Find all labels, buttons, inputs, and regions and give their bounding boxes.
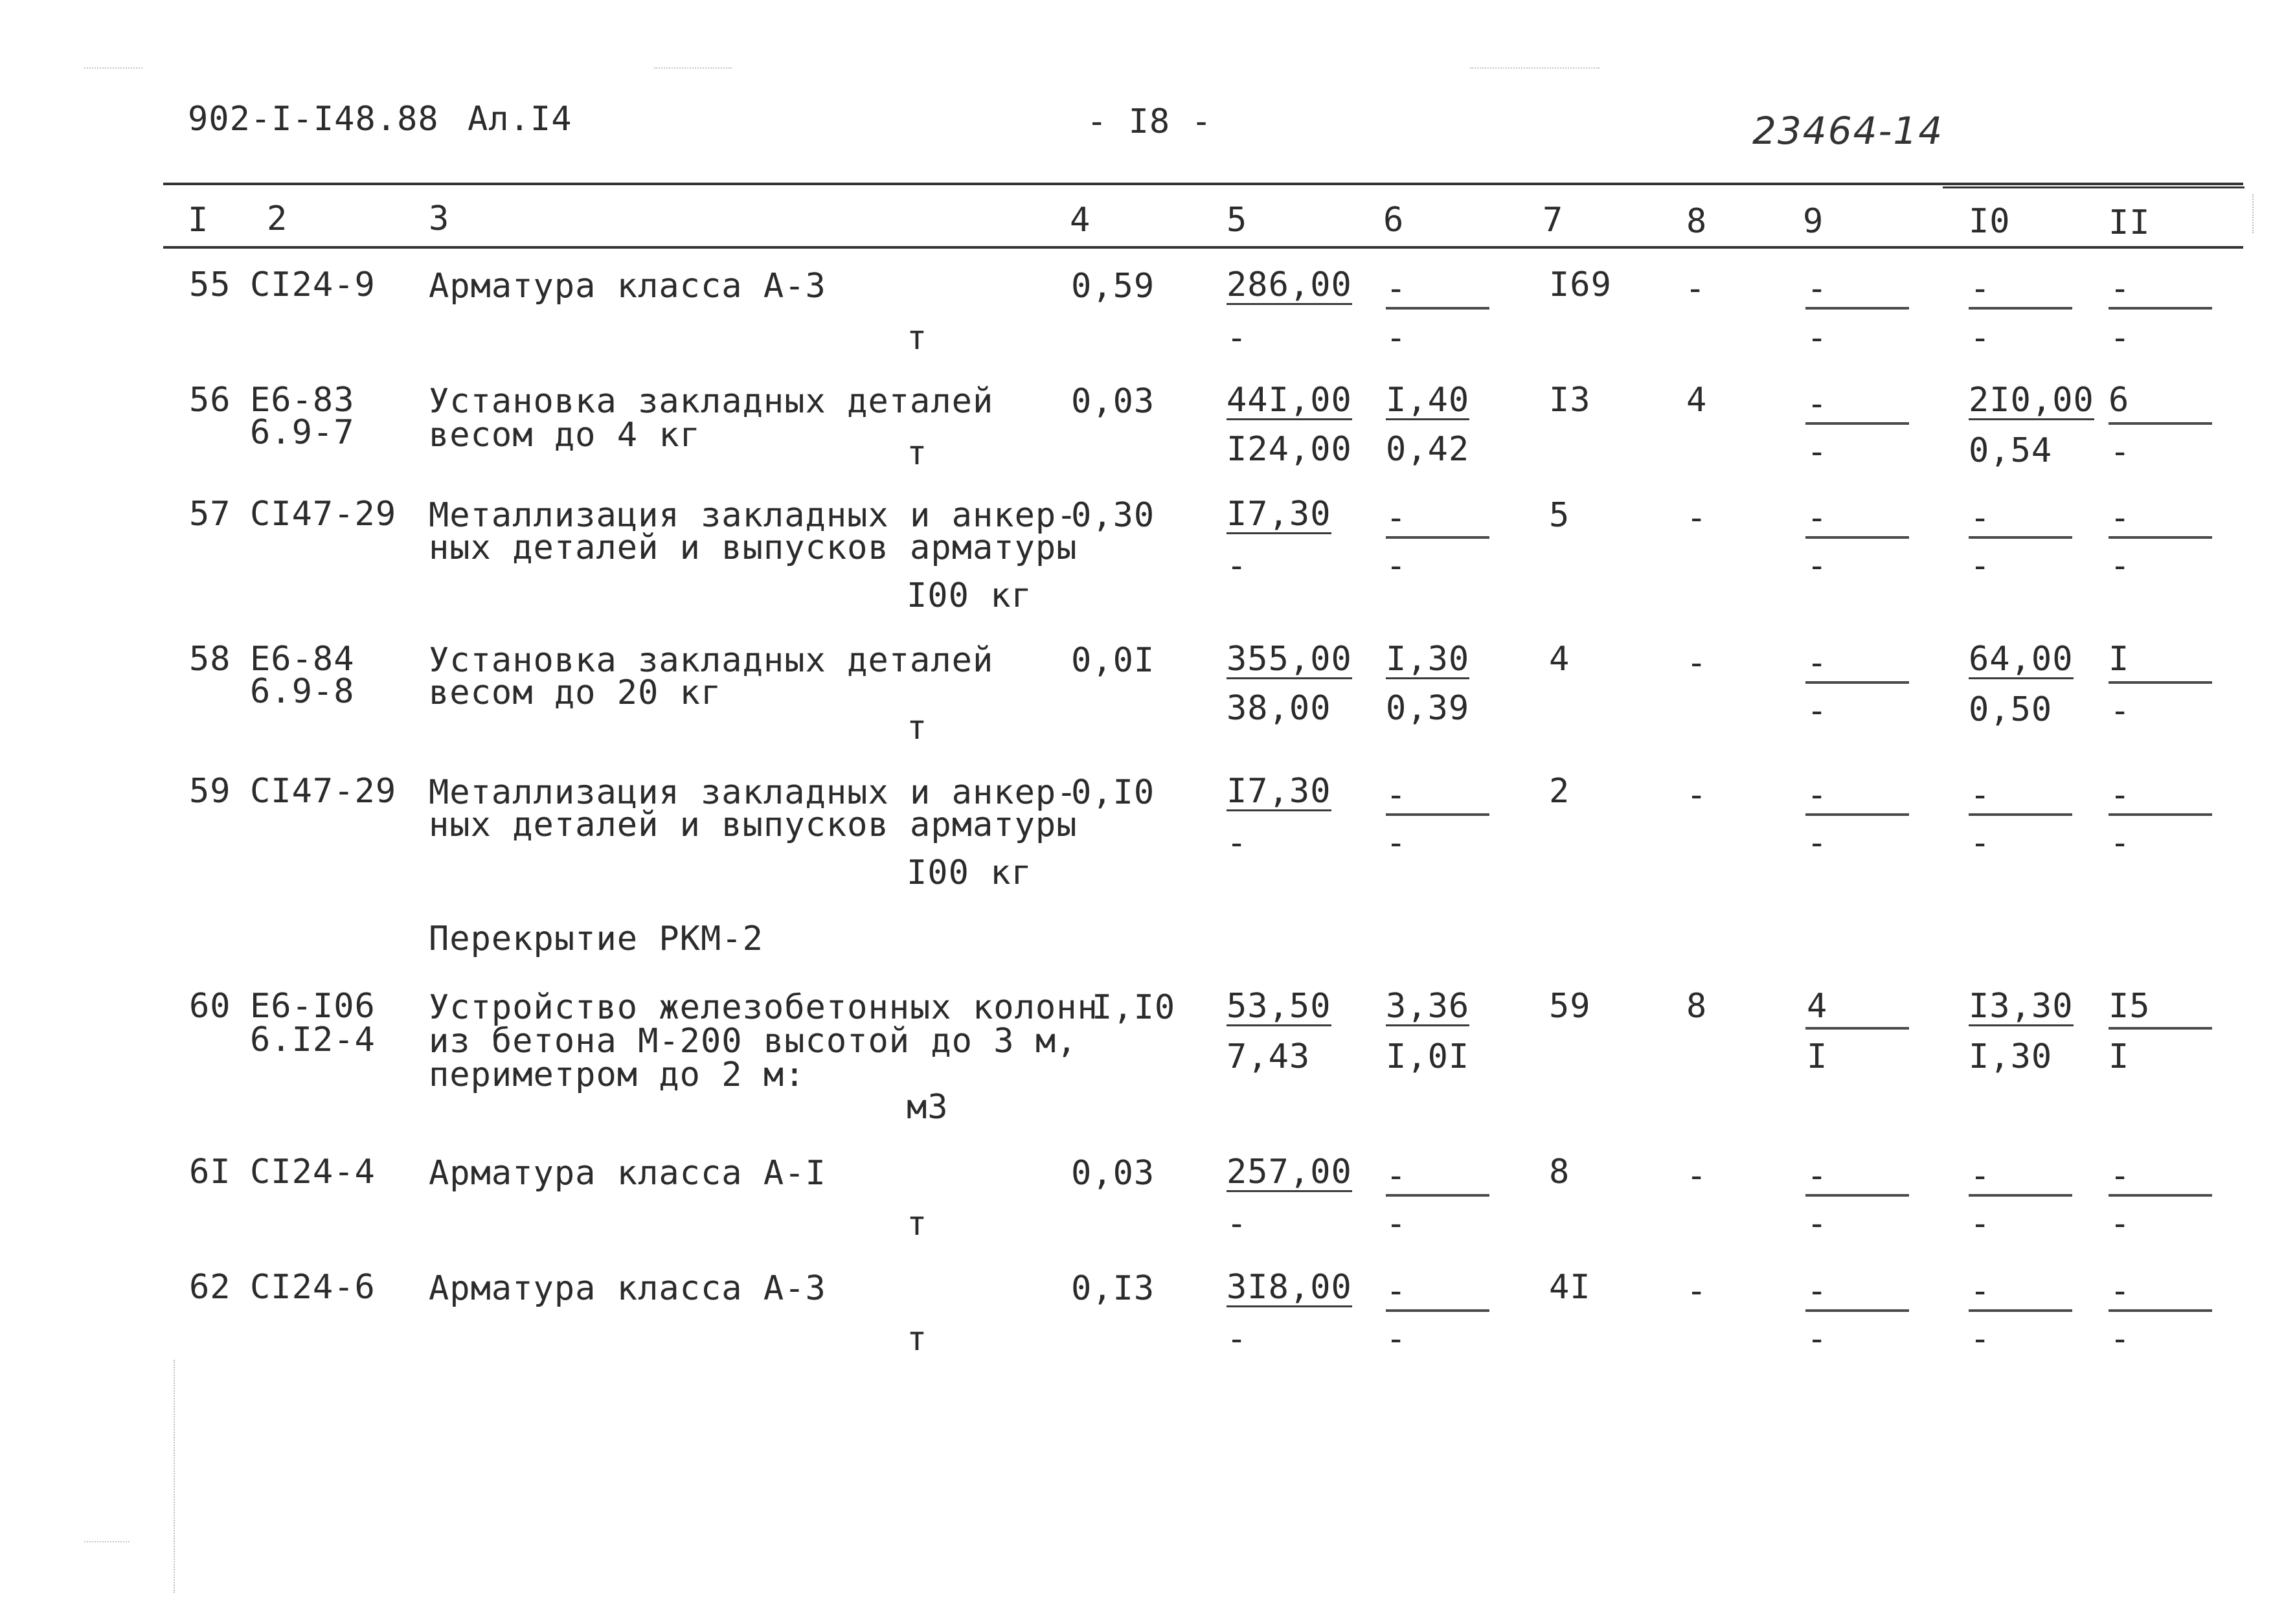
column-header-7: 7: [1543, 201, 1564, 240]
cell-col5-second: -: [1227, 1320, 1248, 1359]
row-unit: I00 кг: [907, 853, 1032, 892]
row-code: E6-84: [250, 640, 355, 679]
cell-col9-second: -: [1807, 1204, 1828, 1243]
cell-col6-second: -: [1386, 319, 1407, 357]
row-unit: т: [907, 1320, 928, 1359]
scan-margin-mark: [2252, 194, 2254, 233]
cell-col10: -: [1970, 1156, 1991, 1195]
cell-col7: 5: [1549, 496, 1570, 535]
row-quantity: 0,03: [1071, 382, 1155, 421]
cell-col5: 3I8,00: [1227, 1268, 1352, 1307]
cell-col6: -: [1386, 1156, 1407, 1195]
cell-col9-rule: [1805, 1027, 1909, 1030]
cell-col11: -: [2110, 1272, 2131, 1311]
cell-col7: 4I: [1549, 1268, 1591, 1307]
row-code: E6-I06: [250, 987, 376, 1026]
cell-col10-second: 0,50: [1969, 690, 2053, 729]
row-quantity: 0,30: [1071, 496, 1155, 535]
row-unit: т: [907, 434, 928, 473]
row-description: Установка закладных деталей: [429, 382, 994, 421]
row-description-line2: из бетона М-200 высотой до 3 м,: [429, 1022, 1078, 1061]
cell-col9-second: -: [1807, 824, 1828, 863]
cell-col5-second: I24,00: [1227, 430, 1352, 469]
cell-col9-second: -: [1807, 319, 1828, 357]
cell-col11: -: [2110, 776, 2131, 815]
cell-col7: I3: [1549, 381, 1591, 420]
cell-col5: 44I,00: [1227, 381, 1352, 420]
cell-col8: -: [1686, 1272, 1708, 1311]
cell-col6: -: [1386, 269, 1407, 308]
cell-col6-second: -: [1386, 824, 1407, 863]
cell-col8: 4: [1686, 381, 1708, 420]
cell-col5: 53,50: [1227, 987, 1331, 1026]
cell-col11-second: -: [2110, 692, 2131, 730]
cell-col6: -: [1386, 1272, 1407, 1311]
cell-col8: -: [1685, 269, 1706, 308]
cell-col10-second: -: [1970, 1204, 1991, 1243]
cell-col7: 59: [1549, 987, 1591, 1026]
cell-col9-second: I: [1807, 1037, 1828, 1076]
row-description: Арматура класса А-3: [429, 267, 826, 306]
cell-col11-second: -: [2110, 319, 2131, 357]
row-quantity: 0,03: [1071, 1154, 1155, 1193]
cell-col9: -: [1807, 385, 1828, 423]
column-header-4: 4: [1070, 201, 1091, 240]
row-description: Металлизация закладных и анкер-: [429, 496, 1078, 535]
cell-col6: I,30: [1386, 640, 1470, 679]
row-description: Арматура класса А-3: [429, 1269, 826, 1308]
cell-col11: I: [2109, 640, 2130, 679]
cell-col10: -: [1970, 776, 1991, 815]
scan-speck: [84, 67, 142, 69]
row-number: 60: [189, 987, 231, 1026]
row-quantity: 0,59: [1071, 267, 1155, 306]
scan-speck: [84, 1541, 130, 1542]
cell-col9-second: -: [1807, 692, 1828, 730]
cell-col5-second: 7,43: [1227, 1037, 1311, 1076]
row-unit: м3: [907, 1088, 949, 1127]
table-header-rule: [163, 246, 2243, 249]
cell-col8: -: [1686, 499, 1708, 537]
row-code: CI47-29: [250, 495, 397, 534]
cell-col9: -: [1807, 776, 1828, 815]
cell-col9: -: [1807, 644, 1828, 682]
cell-col11: -: [2110, 1156, 2131, 1195]
handwritten-number: 23464-14: [1752, 109, 1944, 153]
table-top-rule-tail: [1943, 186, 2244, 188]
cell-col9-second: -: [1807, 1320, 1828, 1359]
column-header-3: 3: [429, 199, 450, 238]
column-header-11: II: [2109, 203, 2151, 242]
cell-col9: -: [1807, 1156, 1828, 1195]
row-number: 59: [189, 772, 231, 811]
cell-col5-second: 38,00: [1227, 689, 1331, 728]
row-code-secondary: 6.9-7: [250, 413, 355, 452]
cell-col6: -: [1386, 776, 1407, 815]
row-code-secondary: 6.I2-4: [250, 1021, 376, 1059]
row-description-line2: весом до 20 кг: [429, 673, 722, 712]
cell-col10-second: 0,54: [1969, 431, 2053, 470]
cell-col11: -: [2110, 499, 2131, 537]
cell-col11-second: I: [2109, 1037, 2130, 1076]
row-description-line2: ных деталей и выпусков арматуры: [429, 806, 1078, 844]
row-number: 6I: [189, 1153, 231, 1191]
row-code: CI47-29: [250, 772, 397, 811]
cell-col11-second: -: [2110, 1204, 2131, 1243]
scan-speck: [654, 67, 732, 69]
cell-col8: 8: [1686, 987, 1708, 1026]
cell-col11-second: -: [2110, 1320, 2131, 1359]
cell-col11: -: [2110, 269, 2131, 308]
cell-col10: I3,30: [1969, 987, 2074, 1026]
cell-col10: 2I0,00: [1969, 381, 2094, 420]
row-code-secondary: 6.9-8: [250, 672, 355, 711]
cell-col5: I7,30: [1227, 772, 1331, 811]
cell-col5: 257,00: [1227, 1153, 1352, 1191]
cell-col6: I,40: [1386, 381, 1470, 420]
row-quantity: 0,0I: [1071, 641, 1155, 680]
cell-col5: I7,30: [1227, 495, 1331, 534]
cell-col11: I5: [2109, 987, 2151, 1026]
scan-margin-mark: [174, 1360, 175, 1593]
cell-col6-second: -: [1386, 1204, 1407, 1243]
cell-col6: -: [1386, 499, 1407, 537]
column-header-1: I: [188, 201, 209, 240]
row-description: Установка закладных деталей: [429, 641, 994, 680]
cell-col8: -: [1686, 644, 1708, 682]
row-description-line2: ных деталей и выпусков арматуры: [429, 528, 1078, 567]
cell-col5: 355,00: [1227, 640, 1352, 679]
row-number: 55: [189, 265, 231, 304]
cell-col6-second: 0,39: [1386, 689, 1470, 728]
cell-col9: -: [1807, 499, 1828, 537]
cell-col10-second: -: [1970, 1320, 1991, 1359]
cell-col8: -: [1686, 776, 1708, 815]
cell-col5-second: -: [1227, 547, 1248, 585]
scan-speck: [1470, 67, 1600, 69]
cell-col7: 2: [1549, 772, 1570, 811]
cell-col9: -: [1807, 269, 1828, 308]
cell-col11-rule: [2109, 422, 2212, 425]
section-heading: Перекрытие РКМ-2: [429, 919, 763, 958]
column-header-8: 8: [1686, 202, 1708, 241]
cell-col6-second: I,0I: [1386, 1037, 1470, 1076]
cell-col9: -: [1807, 1272, 1828, 1311]
cell-col6-second: -: [1386, 1320, 1407, 1359]
column-header-5: 5: [1227, 201, 1248, 240]
row-description: Металлизация закладных и анкер-: [429, 773, 1078, 812]
cell-col11: 6: [2109, 381, 2130, 420]
row-code: CI24-9: [250, 265, 376, 304]
cell-col9-second: -: [1807, 547, 1828, 585]
column-header-2: 2: [267, 199, 288, 238]
cell-col11-second: -: [2110, 433, 2131, 471]
cell-col5: 286,00: [1227, 265, 1352, 304]
row-quantity: 0,I0: [1071, 773, 1155, 812]
cell-col10: -: [1970, 499, 1991, 537]
row-description-line2: весом до 4 кг: [429, 416, 701, 455]
row-unit: I00 кг: [907, 576, 1032, 615]
cell-col11-second: -: [2110, 547, 2131, 585]
cell-col10-second: -: [1970, 547, 1991, 585]
row-code: E6-83: [250, 381, 355, 420]
sheet-label: Ал.I4: [468, 100, 572, 139]
cell-col10-second: -: [1970, 319, 1991, 357]
cell-col9-second: -: [1807, 433, 1828, 471]
row-description: Устройство железобетонных колонн: [429, 988, 1098, 1027]
row-number: 57: [189, 495, 231, 534]
row-number: 56: [189, 381, 231, 420]
row-description: Арматура класса А-I: [429, 1154, 826, 1193]
cell-col8: -: [1686, 1156, 1708, 1195]
row-unit: т: [907, 708, 928, 747]
row-quantity: 0,I3: [1071, 1269, 1155, 1308]
row-code: CI24-4: [250, 1153, 376, 1191]
doc-code: 902-I-I48.88: [188, 100, 439, 139]
row-number: 58: [189, 640, 231, 679]
cell-col10: -: [1970, 1272, 1991, 1311]
column-header-10: I0: [1969, 202, 2011, 241]
cell-col5-second: -: [1227, 1204, 1248, 1243]
cell-col11-second: -: [2110, 824, 2131, 863]
cell-col10-second: -: [1970, 824, 1991, 863]
column-header-9: 9: [1803, 202, 1824, 241]
cell-col11-rule: [2109, 1027, 2212, 1030]
cell-col11-rule: [2109, 681, 2212, 684]
cell-col10-second: I,30: [1969, 1037, 2053, 1076]
cell-col7: 4: [1549, 640, 1570, 679]
cell-col10: 64,00: [1969, 640, 2074, 679]
cell-col9: 4: [1807, 987, 1828, 1026]
row-unit: т: [907, 319, 928, 357]
row-unit: т: [907, 1204, 928, 1243]
cell-col6: 3,36: [1386, 987, 1470, 1026]
cell-col7: 8: [1549, 1153, 1570, 1191]
row-code: CI24-6: [250, 1268, 376, 1307]
cell-col6-second: -: [1386, 547, 1407, 585]
cell-col10: -: [1970, 269, 1991, 308]
row-description-line3: периметром до 2 м:: [429, 1055, 806, 1094]
row-number: 62: [189, 1268, 231, 1307]
row-quantity: I,I0: [1092, 988, 1176, 1027]
column-header-6: 6: [1383, 201, 1405, 240]
cell-col7: I69: [1549, 265, 1612, 304]
cell-col6-second: 0,42: [1386, 430, 1470, 469]
cell-col5-second: -: [1227, 824, 1248, 863]
table-top-rule: [163, 183, 2243, 185]
cell-col5-second: -: [1227, 319, 1248, 357]
page-number: - I8 -: [1087, 102, 1212, 141]
